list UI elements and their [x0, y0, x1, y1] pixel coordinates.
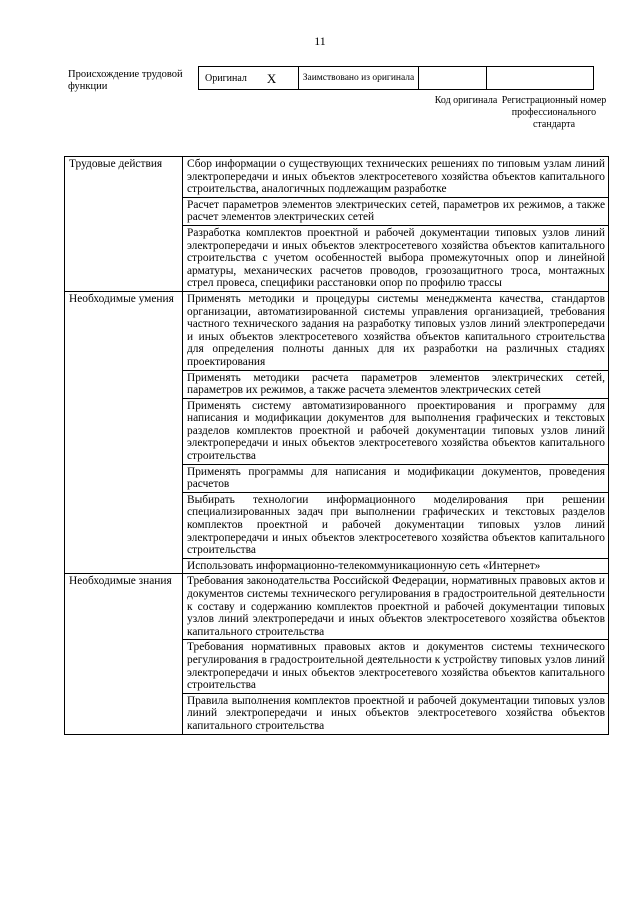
original-cell — [198, 66, 298, 90]
section-item: Выбирать технологии информационного моделирования при решении специализированных задач при выполнении графических и текстовых разделов комплектов проектной и рабочей документации типовых узлов линий электропередачи и иных объектов электросетевого хозяйства объектов капитального строительства — [183, 492, 609, 558]
section-item: Сбор информации о существующих технических решениях по типовым узлам линий электропередачи и иных объектов электросетевого хозяйства объектов капитального строительства, аналогичных подлежащим разработке — [183, 157, 609, 198]
section-item: Применять методики и процедуры системы менеджмента качества, стандартов организации, автоматизированной системы управления организацией, требования частного технического задания на разработку типовых узлов линий электропередачи и иных объектов электросетевого хозяйства объектов капитального строительства для определения полноты данных для их разработки на различных стадиях проектирования — [183, 291, 609, 370]
section-item: Требования законодательства Российской Федерации, нормативных правовых актов и документов системы технического регулирования в градостроительной деятельности к составу и содержанию комплектов проектной и рабочей документации типовых узлов линий электропередачи и иных объектов электросетевого хозяйства объектов капитального строительства — [183, 574, 609, 640]
section-item: Применять методики расчета параметров элементов электрических сетей, параметров их режимов, а также расчета элементов электрических сетей — [183, 370, 609, 398]
section-title: Необходимые умения — [65, 291, 183, 573]
section-item: Требования нормативных правовых актов и документов системы технического регулирования в градостроительной деятельности к устройству типовых узлов линий электропередачи и иных объектов электросетевого хозяйства объектов капитального строительства — [183, 640, 609, 693]
page-number: 11 — [314, 34, 326, 48]
reg-number-header: Регистрационный номер профессионального стандарта — [501, 95, 607, 130]
function-table — [64, 156, 609, 735]
code-cell — [418, 66, 486, 90]
origin-label: Происхождение трудовой функции — [68, 69, 183, 92]
section-title: Трудовые действия — [65, 157, 183, 292]
origin-table — [198, 66, 594, 90]
section-item: Применять программы для написания и модификации документов, проведения расчетов — [183, 464, 609, 492]
table-row — [65, 157, 609, 198]
original-mark: X — [266, 70, 277, 86]
table-row — [65, 291, 609, 370]
section-item: Правила выполнения комплектов проектной и рабочей документации типовых узлов линий электропередачи и иных объектов электросетевого хозяйства объектов капитального строительства — [183, 693, 609, 734]
section-item: Применять систему автоматизированного проектирования и программу для написания и модификации документов для выполнения графических и текстовых разделов комплектов проектной и рабочей документации типовых узлов линий электропередачи и иных объектов электросетевого хозяйства объектов капитального строительства — [183, 398, 609, 464]
section-title: Необходимые знания — [65, 574, 183, 734]
code-original-header: Код оригинала — [434, 95, 498, 106]
table-row — [65, 574, 609, 640]
section-item: Разработка комплектов проектной и рабочей документации типовых узлов линий электропередачи и иных объектов электросетевого хозяйства объектов капитального строительства с учетом особенностей выбора промежуточных опор и линейной арматуры, механических расчетов проводов, грозозащитного троса, монтажных стрел провеса, специфики расстановки опор по профилю трассы — [183, 225, 609, 291]
section-item: Расчет параметров элементов электрических сетей, параметров их режимов, а также расчет элементов электрических сетей — [183, 197, 609, 225]
original-label: Оригинал — [205, 72, 247, 84]
section-item: Использовать информационно-телекоммуникационную сеть «Интернет» — [183, 558, 609, 574]
reg-number-cell — [486, 66, 594, 90]
borrowed-cell: Заимствовано из оригинала — [298, 66, 418, 90]
